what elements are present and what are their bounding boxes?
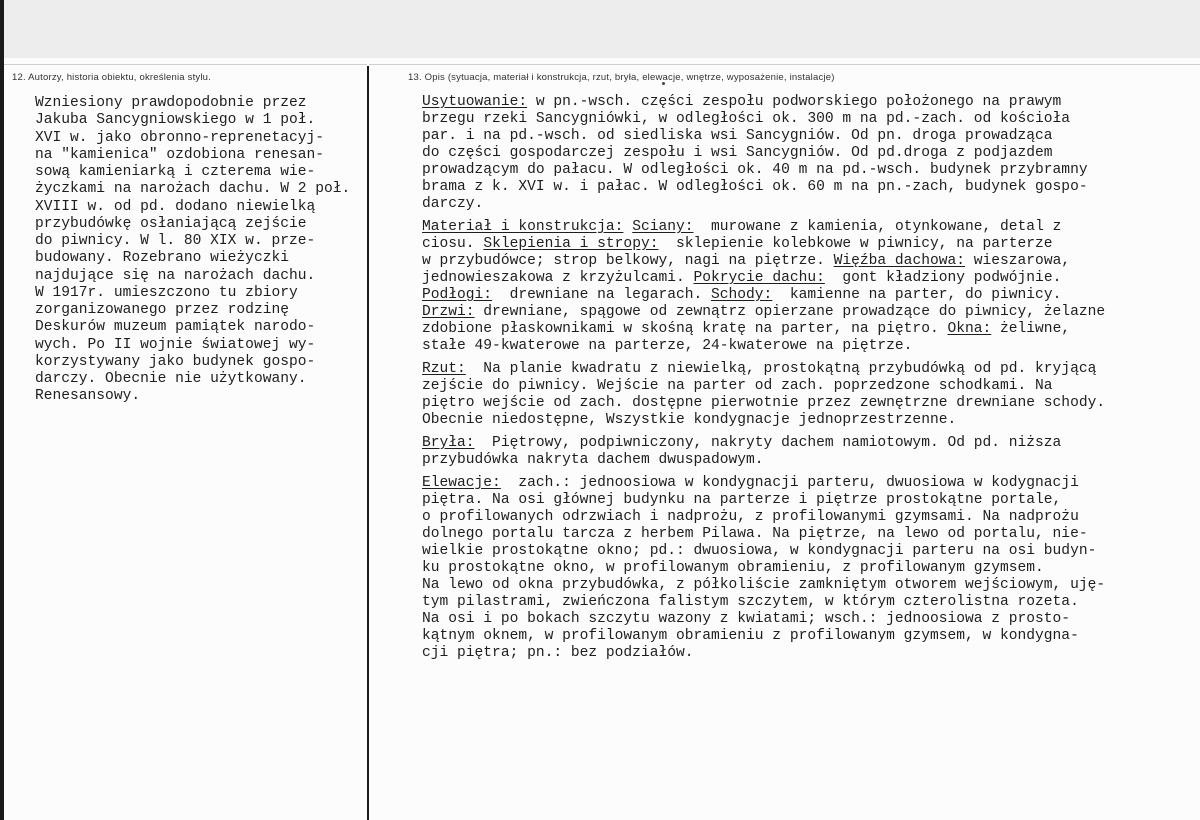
text-run: piętro wejście od zach. dostępne pierwotnie przez zewnętrzne drewniane schody. [422,395,1106,411]
text-line [422,577,1105,594]
description-text [422,94,1105,662]
paragraph [422,435,1105,469]
section-label: Podłogi: [422,287,493,303]
text-run: wieszarowa, [965,253,1071,269]
text-line [422,162,1105,179]
text-run: zejście do piwnicy. Wejście na parter od zach. poprzedzone schodkami. Na [422,378,1053,394]
text-line [422,128,1105,145]
text-line [422,560,1105,577]
text-run: darczy. [422,196,484,212]
text-run: wielkie prostokątne okno; pd.: dwuosiowa, w kondygnacji parteru na osi budyn- [422,543,1097,559]
text-run: brzegu rzeki Sancygniówki, w odległości ok. 300 m na pd.-zach. od kościoła [422,111,1071,127]
text-line [422,492,1105,509]
text-line [422,179,1105,196]
text-line: budowany. Rozebrano wieżyczki [35,250,289,267]
text-line: zorganizowanego przez rodzinę [35,302,289,318]
text-run: par. i na pd.-wsch. od siedliska wsi Sancygniów. Od pn. droga prowadząca [422,128,1053,144]
text-run: dolnego portalu tarcza z herbem Pilawa. Na piętrze, na lewo od portalu, nie- [422,526,1088,542]
paragraph [422,361,1105,429]
section-label: Drzwi: [422,304,475,320]
text-run: drewniane, spągowe od zewnątrz opierzane prowadzące do piwnicy, żelazne [474,304,1106,320]
section-label: Okna: [947,321,992,337]
text-run: do części gospodarczej zespołu i wsi Sancygniów. Od pd.droga z podjazdem [422,145,1053,161]
text-line: na "kamienica" ozdobiona renesan- [35,146,325,163]
text-run: piętra. Na osi głównej budynku na parterze i piętrze prostokątne portale, [422,492,1062,508]
text-line [422,287,1105,304]
text-line [422,304,1105,321]
text-run: Na osi i po bokach szczytu wazony z kwiatami; wsch.: jednoosiowa z prosto- [422,611,1071,627]
text-run: gont kładziony podwójnie. [824,270,1062,286]
blank-top-band [0,0,1200,58]
column-divider [367,66,369,820]
page-left-edge [0,0,4,820]
text-run: zdobione płaskownikami w skośną kratę na parter, na piętro. [422,321,948,337]
paragraph [422,94,1105,213]
text-line [422,412,1105,429]
text-run: drewniane na legarach. [492,287,712,303]
text-line: korzystywany jako budynek gospo- [35,353,316,370]
text-line [422,395,1105,412]
section-label: Sciany: [632,219,694,235]
section-label: Rzut: [422,361,466,377]
text-line [422,219,1105,236]
text-run: kamienne na parter, do piwnicy. [772,287,1062,303]
section-label: Sklepienia i stropy: [483,236,659,252]
text-line [422,94,1105,111]
section-label: Pokrycie dachu: [693,270,825,286]
text-line: wych. Po II wojnie światowej wy- [35,336,316,353]
text-run: stałe 49-kwaterowe na parterze, 24-kwaterowe na piętrze. [422,338,913,354]
text-line [422,270,1105,287]
text-line [422,611,1105,628]
text-run: cji piętra; pn.: bez podziałów. [422,645,694,661]
text-line [422,338,1105,355]
section-label: Materiał i konstrukcja: [422,219,624,235]
text-line [422,435,1105,452]
paragraph [422,219,1105,355]
text-line: życzkami na narożach dachu. W 2 poł. [35,181,351,198]
text-run: przybudówka nakryta dachem dwuspadowym. [422,452,764,468]
text-run: Na planie kwadratu z niewielką, prostokątną przybudówką od pd. kryjącą [465,361,1097,377]
text-line [422,628,1105,645]
text-line [422,509,1105,526]
text-run: Na lewo od okna przybudówka, z półkoliście zamkniętym otworem wejściowym, uję- [422,577,1106,593]
text-line: XVIII w. od pd. dodano niewielką [35,198,316,215]
text-line: sową kamieniarką i czterema wie- [35,164,316,180]
section-label: Więźba dachowa: [833,253,965,269]
text-run: w pn.-wsch. części zespołu podworskiego położonego na prawym [527,94,1062,110]
text-line: Wzniesiony prawdopodobnie przez [35,95,307,111]
text-line [422,196,1105,213]
text-run: ku prostokątne okno, w profilowanym obramieniu, z profilowanym gzymsem. [422,560,1044,576]
section-label: Usytuowanie: [422,94,528,110]
section-label: Bryła: [422,435,475,451]
text-line [422,321,1105,338]
text-line: Renesansowy. [35,388,141,405]
text-line [422,645,1105,662]
text-run: żeliwne, [991,321,1071,337]
text-line [422,253,1105,270]
text-run: Obecnie niedostępne, Wszystkie kondygnacje jednoprzestrzenne. [422,412,957,428]
history-text [35,95,350,406]
left-header-rule [4,64,367,65]
text-line [422,111,1105,128]
text-line [422,594,1105,611]
text-line [422,526,1105,543]
text-line: Deskurów muzeum pamiątek narodo- [35,319,316,336]
right-column-header: 13. Opis (sytuacja, materiał i konstrukcja, rzut, bryła, elewacje, wnętrze, wyposażenie, instalacje) [408,72,835,83]
text-line [422,378,1105,395]
text-line: darczy. Obecnie nie użytkowany. [35,371,307,387]
text-run: o profilowanych odrzwiach i nadprożu, z profilowanymi gzymsami. Na nadprożu [422,509,1079,525]
text-run: prowadzącym do pałacu. W odległości ok. 40 m na pd.-wsch. budynek przybramny [422,162,1088,178]
text-line [422,145,1105,162]
text-run: jednowieszakowa z krzyżulcami. [422,270,694,286]
left-column-header: 12. Autorzy, historia obiektu, określenia stylu. [12,72,211,83]
text-run: w przybudówce; strop belkowy, nagi na piętrze. [422,253,834,269]
text-run: ciosu. [422,236,484,252]
right-header-rule [369,64,1200,65]
text-run: murowane z kamienia, otynkowane, detal z [693,219,1062,235]
text-line [422,543,1105,560]
text-line [422,475,1105,492]
text-line [422,361,1105,378]
section-label: Elewacje: [422,475,501,491]
text-run [623,219,632,235]
text-line [422,236,1105,253]
section-label: Schody: [711,287,773,303]
text-run: tym pilastrami, zwieńczona falistym szczytem, w którym czterolistna rozeta. [422,594,1079,610]
text-run: Piętrowy, podpiwniczony, nakryty dachem namiotowym. Od pd. niższa [474,435,1062,451]
text-run: brama z k. XVI w. i pałac. W odległości ok. 60 m na pn.-zach, budynek gospo- [422,179,1088,195]
text-run: sklepienie kolebkowe w piwnicy, na parterze [658,236,1053,252]
text-line: XVI w. jako obronno-reprenetacyj- [35,129,325,146]
text-run: kątnym oknem, w profilowanym obramieniu z profilowanym gzymsem, w kondygna- [422,628,1079,644]
text-line: Jakuba Sancygniowskiego w 1 poł. [35,112,316,129]
text-line [422,452,1105,469]
text-line: do piwnicy. W l. 80 XIX w. prze- [35,233,316,249]
text-run: zach.: jednoosiowa w kondygnacji parteru, dwuosiowa w kodygnacji [500,475,1079,491]
text-line: przybudówkę osłaniającą zejście [35,215,307,232]
text-line: najdujące się na narożach dachu. [35,267,316,284]
paragraph [422,475,1105,662]
text-line: W 1917r. umieszczono tu zbiory [35,284,298,301]
